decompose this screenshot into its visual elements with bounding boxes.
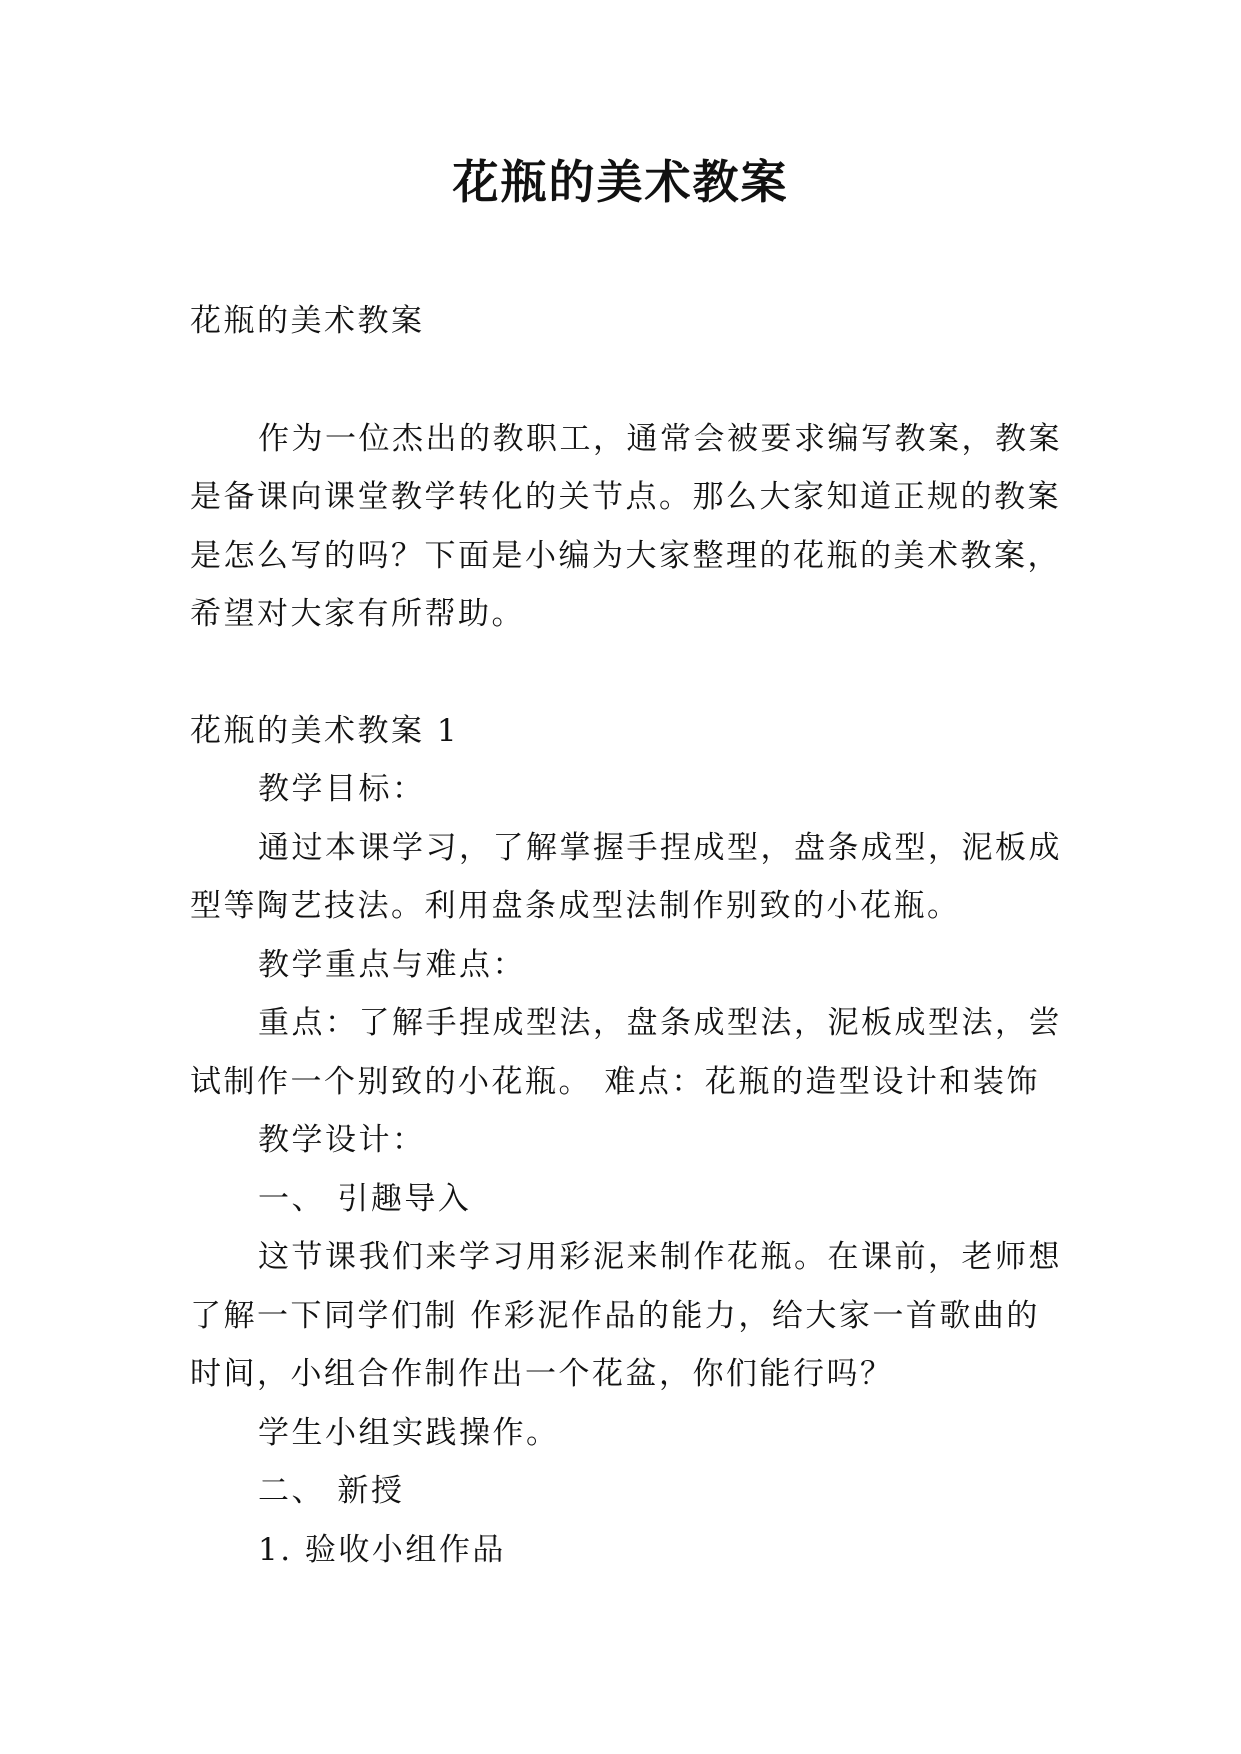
spacer	[190, 644, 1070, 702]
paragraph-step-one-body: 这节课我们来学习用彩泥来制作花瓶。在课前，老师想了解一下同学们制 作彩泥作品的能力，给大家一首歌曲的时间，小组合作制作出一个花盆，你们能行吗？	[190, 1239, 1062, 1392]
spacer	[190, 351, 1070, 410]
paragraph-design-label: 教学设计：	[258, 1122, 426, 1158]
paragraph-practice: 学生小组实践操作。	[258, 1414, 560, 1451]
paragraph-key-points-label: 教学重点与难点：	[258, 946, 526, 983]
paragraph-teaching-goal-label: 教学目标：	[258, 771, 426, 807]
section-heading: 花瓶的美术教案 1	[190, 712, 460, 749]
paragraph-item-one: 1. 验收小组作品	[258, 1531, 506, 1568]
paragraph-step-one: 一、 引趣导入	[258, 1180, 472, 1217]
document-body	[190, 292, 1070, 1579]
paragraph-key-points: 重点：了解手捏成型法，盘条成型法，泥板成型法，尝试制作一个别致的小花瓶。 难点：花瓶的造型设计和装饰	[190, 1005, 1062, 1100]
document-subtitle: 花瓶的美术教案	[190, 303, 425, 339]
paragraph-step-two: 二、 新授	[258, 1473, 405, 1509]
paragraph-teaching-goal: 通过本课学习，了解掌握手捏成型，盘条成型，泥板成型等陶艺技法。利用盘条成型法制作别致的小花瓶。	[190, 829, 1062, 924]
document-title: 花瓶的美术教案	[452, 155, 789, 209]
intro-paragraph: 作为一位杰出的教职工，通常会被要求编写教案，教案是备课向课堂教学转化的关节点。那么大家知道正规的教案是怎么写的吗？下面是小编为大家整理的花瓶的美术教案，希望对大家有所帮助。	[190, 420, 1062, 632]
